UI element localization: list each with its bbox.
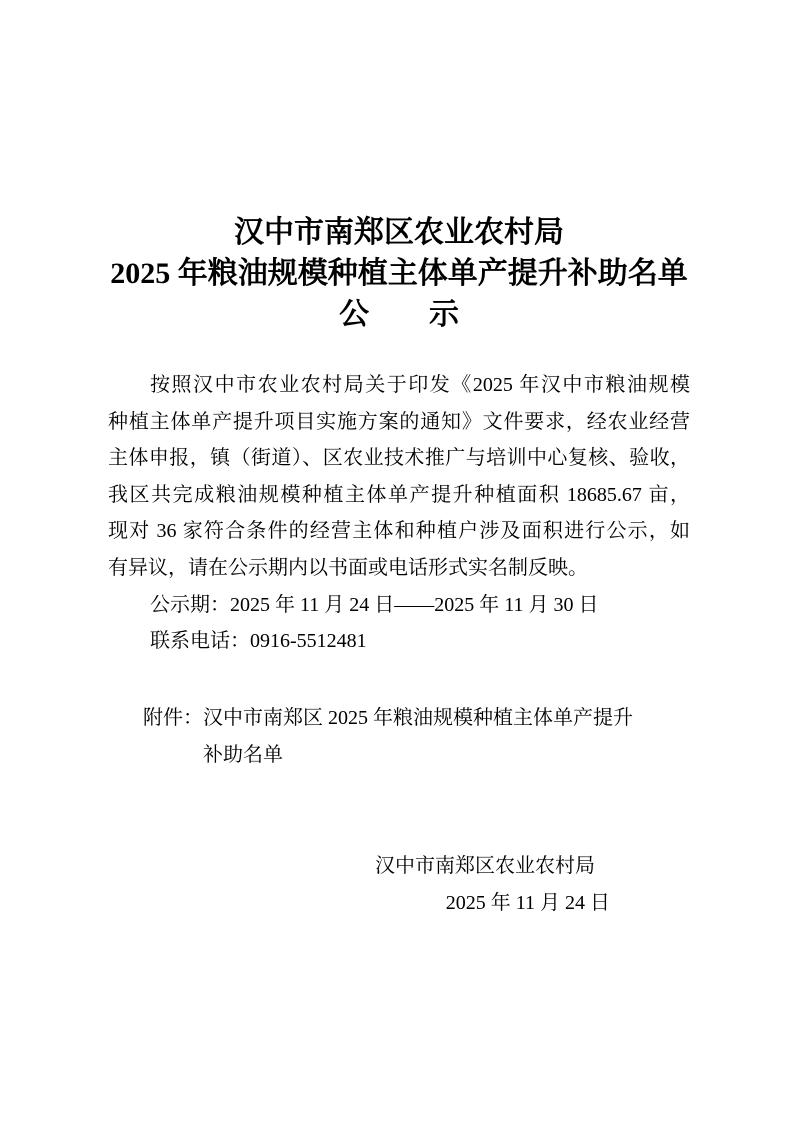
publicity-period: 公示期：2025 年 11 月 24 日——2025 年 11 月 30 日	[150, 593, 599, 616]
attachment-section	[143, 700, 690, 774]
signature-org: 汉中市南郑区农业农村局	[375, 854, 595, 877]
contact-phone: 联系电话：0916-5512481	[150, 630, 367, 653]
title-line-issuer: 汉中市南郑区农业农村局	[234, 216, 564, 249]
announcement-body	[108, 367, 690, 660]
document-title	[108, 212, 690, 335]
attachment-label: 附件：	[143, 706, 203, 729]
body-line: 主体申报，镇（街道）、区农业技术推广与培训中心复核、验收，	[108, 447, 690, 470]
title-line-notice-type: 公 示	[339, 298, 459, 331]
signature-date: 2025 年 11 月 24 日	[445, 891, 610, 914]
attachment-line: 汉中市南郑区 2025 年粮油规模种植主体单产提升	[203, 706, 633, 729]
signature-block	[108, 848, 690, 922]
body-line: 种植主体单产提升项目实施方案的通知》文件要求，经农业经营	[108, 410, 690, 433]
body-line: 有异议，请在公示期内以书面或电话形式实名制反映。	[108, 556, 588, 579]
body-line: 我区共完成粮油规模种植主体单产提升种植面积 18685.67 亩，	[108, 483, 690, 506]
attachment-line: 补助名单	[203, 743, 283, 766]
body-line: 现对 36 家符合条件的经营主体和种植户涉及面积进行公示，如	[108, 520, 690, 543]
body-line: 按照汉中市农业农村局关于印发《2025 年汉中市粮油规模	[150, 374, 690, 396]
title-line-subject: 2025 年粮油规模种植主体单产提升补助名单	[110, 257, 688, 290]
attachment-content	[203, 700, 690, 774]
